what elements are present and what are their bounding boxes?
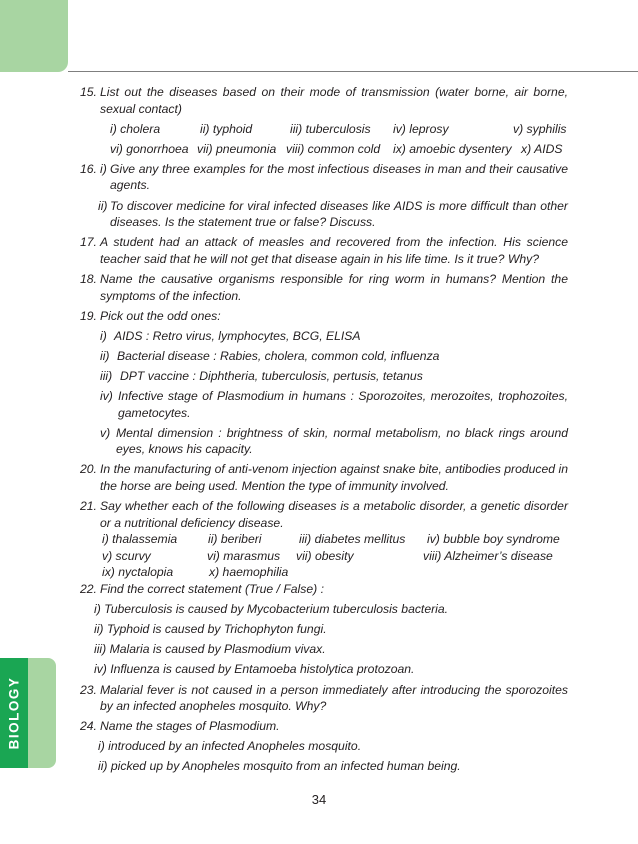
question-17 (80, 234, 568, 267)
item-body (100, 348, 568, 365)
question-19 (80, 308, 568, 325)
question-text: Find the correct statement (True / False) : (100, 582, 324, 597)
disease-row-2 (80, 141, 568, 158)
question-16-part-2 (80, 198, 568, 231)
item-text: Mental dimension : brightness of skin, normal metabolism, no black rings around eyes, knows his capacity. (116, 425, 568, 457)
question-number: 24. (80, 719, 97, 734)
corner-tab (0, 0, 68, 72)
item-number: v) (100, 425, 111, 440)
stage-item: i) introduced by an infected Anopheles mosquito. (98, 739, 362, 754)
question-number: 19. (80, 308, 97, 323)
disease-row-3 (80, 564, 568, 581)
question-23 (80, 682, 568, 715)
item-text: Bacterial disease : Rabies, cholera, common cold, influenza (117, 348, 440, 363)
list-item: ix) nyctalopia (102, 565, 174, 580)
statement-item: iv) Influenza is caused by Entamoeba histolytica protozoan. (94, 662, 415, 677)
question-text: Name the stages of Plasmodium. (100, 719, 280, 734)
question-22 (80, 581, 568, 598)
header-rule (68, 71, 638, 72)
question-15 (80, 84, 568, 117)
item-text: DPT vaccine : Diphtheria, tuberculosis, pertusis, tetanus (120, 368, 423, 383)
list-item: vii) obesity (296, 548, 354, 563)
odd-one-item (80, 328, 568, 345)
exercise-questions (80, 84, 568, 775)
part-text: To discover medicine for viral infected diseases like AIDS is more difficult than other diseases. Is the statement true or false? Discuss. (110, 198, 568, 230)
list-item: iii) tuberculosis (290, 121, 371, 136)
list-item: x) haemophilia (209, 565, 289, 580)
question-number: 23. (80, 682, 97, 697)
list-item: iv) bubble boy syndrome (427, 532, 560, 547)
page-number: 34 (311, 792, 327, 807)
list-item: vii) pneumonia (197, 141, 277, 156)
question-20 (80, 461, 568, 494)
list-item: iii) diabetes mellitus (299, 532, 406, 547)
item-body (100, 368, 568, 385)
part-number: ii) (98, 198, 108, 213)
odd-one-item (80, 348, 568, 365)
list-item: viii) Alzheimer’s disease (423, 548, 553, 563)
question-21 (80, 498, 568, 531)
item-text: Infective stage of Plasmodium in humans : Sporozoites, merozoites, trophozoites, gametocytes. (118, 389, 568, 420)
question-24 (80, 718, 568, 735)
item-body (100, 328, 568, 345)
statement-item: i) Tuberculosis is caused by Mycobacterium tuberculosis bacteria. (94, 602, 449, 617)
list-item: vi) marasmus (207, 548, 281, 563)
item-number: iv) (100, 389, 113, 403)
question-part (100, 161, 568, 194)
statement-item: iii) Malaria is caused by Plasmodium vivax. (94, 642, 326, 657)
list-item: i) cholera (110, 121, 161, 136)
question-text: A student had an attack of measles and recovered from the infection. His science teacher said that he will not get that disease again in his life time. Is it true? Why? (100, 235, 568, 266)
question-16 (80, 161, 568, 194)
item-number: iii) (100, 368, 113, 383)
question-number: 22. (80, 582, 97, 597)
question-18 (80, 271, 568, 304)
list-item: ix) amoebic dysentery (393, 141, 512, 156)
question-number: 20. (80, 462, 97, 477)
item-number: ii) (100, 348, 110, 363)
part-number: i) (100, 161, 107, 176)
list-item: ii) beriberi (208, 532, 262, 547)
statement-item: ii) Typhoid is caused by Trichophyton fungi. (94, 622, 327, 637)
stage-item: ii) picked up by Anopheles mosquito from an infected human being. (98, 759, 461, 774)
subject-label: BIOLOGY (6, 676, 22, 750)
list-item: iv) leprosy (393, 121, 449, 136)
part-text: Give any three examples for the most infectious diseases in man and their causative agents. (110, 161, 568, 193)
list-item: v) scurvy (102, 548, 151, 563)
question-number: 21. (80, 499, 97, 514)
odd-one-item (80, 388, 568, 421)
disease-row-1 (80, 121, 568, 138)
question-text: List out the diseases based on their mode of transmission (water borne, air borne, sexual contact) (100, 85, 568, 116)
list-item: x) AIDS (521, 141, 563, 156)
question-text: Say whether each of the following diseases is a metabolic disorder, a genetic disorder or a nutritional deficiency disease. (100, 499, 568, 530)
question-number: 15. (80, 85, 97, 99)
question-text: In the manufacturing of anti-venom injection against snake bite, antibodies produced in the horse are being used. Mention the type of immunity involved. (100, 462, 568, 493)
question-text: Pick out the odd ones: (100, 308, 221, 323)
odd-one-item (80, 368, 568, 385)
disease-row-1 (80, 531, 568, 548)
list-item: viii) common cold (286, 141, 381, 156)
list-item: v) syphilis (513, 121, 567, 136)
question-number: 16. (80, 161, 97, 176)
list-item: ii) typhoid (200, 121, 253, 136)
question-part (98, 198, 568, 231)
item-number: i) (100, 328, 107, 343)
item-text: AIDS : Retro virus, lymphocytes, BCG, ELISA (114, 328, 361, 343)
question-number: 18. (80, 271, 97, 286)
question-text: Malarial fever is not caused in a person immediately after introducing the sporozoites by an infected anopheles mosquito. Why? (100, 682, 568, 714)
list-item: vi) gonorrhoea (110, 141, 189, 156)
question-number: 17. (80, 235, 97, 250)
odd-one-item (80, 425, 568, 458)
subject-side-tab (0, 658, 56, 768)
item-body (100, 425, 568, 458)
disease-row-2 (80, 548, 568, 565)
item-body (100, 388, 568, 421)
question-text: Name the causative organisms responsible for ring worm in humans? Mention the symptoms of the infection. (100, 271, 568, 303)
list-item: i) thalassemia (102, 532, 178, 547)
